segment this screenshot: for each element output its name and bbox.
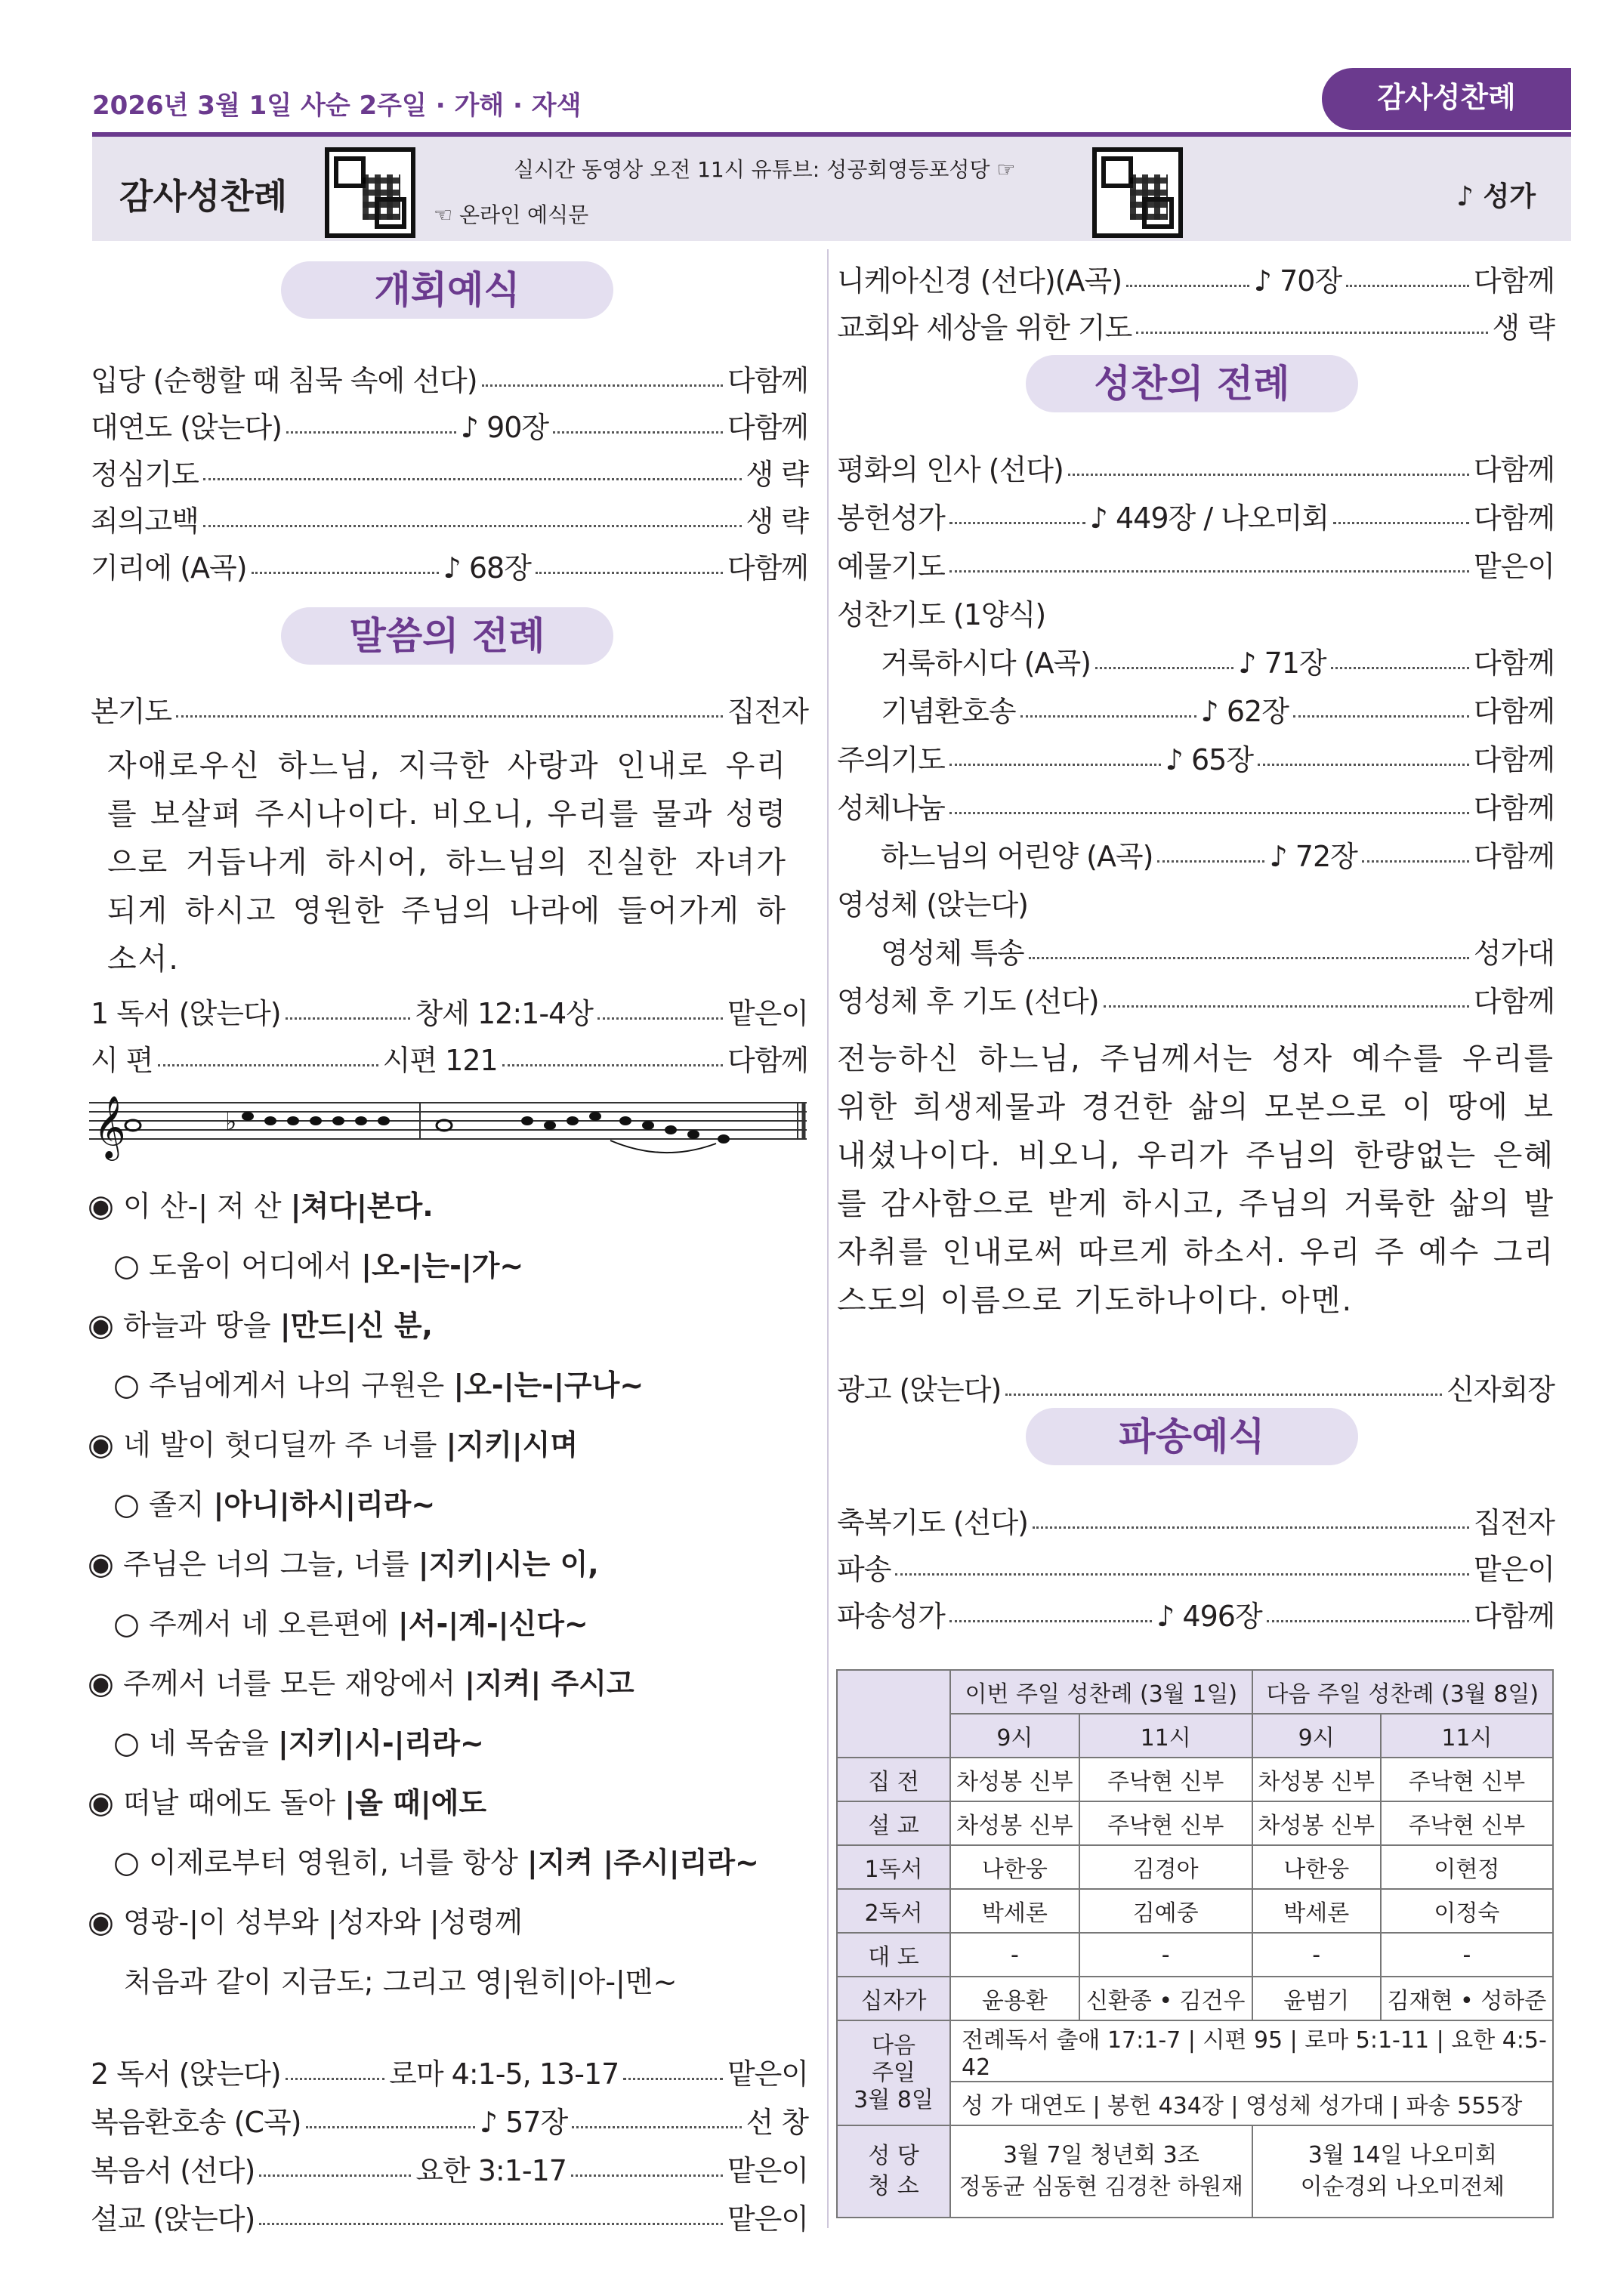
next-sunday-label: 다음 주일 3월 8일 bbox=[837, 2020, 950, 2125]
item-label: 2 독서 (앉는다) bbox=[91, 2057, 281, 2091]
item-ref: ♪ 57장 bbox=[479, 2105, 568, 2139]
item-role: 성가대 bbox=[1473, 936, 1555, 970]
item-role: 다함께 bbox=[1473, 264, 1555, 298]
verse-text: 하늘과 땅을 bbox=[123, 1309, 280, 1342]
psalm-verse bbox=[113, 1839, 759, 1881]
item-ref: ♪ 71장 bbox=[1238, 646, 1326, 680]
assignee-cell: 김예중 bbox=[1079, 1889, 1252, 1933]
post-communion-text: 전능하신 하느님, 주님께서는 성자 예수를 우리를 위한 희생제물과 경건한 삶의 모본으로 이 땅에 보내셨나이다. 비오니, 우리가 주님의 한량없는 은혜를 감사함으로 받게 하시고, 주님의 거룩한 삶의 발자취를 인내로써 따르게 하소서. 우리 주 예수 그리스도의 이름으로 기도하나이다. 아멘. bbox=[837, 1042, 1555, 1318]
order-of-service-row bbox=[837, 594, 1555, 630]
assignee-cell: 주낙현 신부 bbox=[1079, 1758, 1252, 1801]
item-role: 맡은이 bbox=[727, 2153, 808, 2187]
item-label: 시 편 bbox=[91, 1043, 153, 1077]
item-role: 다함께 bbox=[727, 410, 809, 444]
order-of-service-row bbox=[91, 2150, 808, 2186]
item-ref: 요한 3:1-17 bbox=[415, 2153, 567, 2187]
role-label: 십자가 bbox=[837, 1977, 950, 2020]
item-label: 하느님의 어린양 (A곡) bbox=[881, 839, 1153, 873]
item-role: 맡은이 bbox=[727, 2202, 808, 2236]
order-of-service-row bbox=[837, 884, 1555, 920]
order-of-service-row bbox=[91, 2198, 808, 2234]
verse-chant-text: |지켜| 주시고 bbox=[465, 1667, 634, 1700]
verse-marker-icon: ◉ bbox=[88, 1547, 114, 1582]
assignee-cell: - bbox=[1381, 1933, 1553, 1977]
verse-text: 이 산-| 저 산 bbox=[123, 1190, 291, 1223]
svg-text:♭: ♭ bbox=[225, 1107, 237, 1136]
band-title: 감사성찬례 bbox=[119, 176, 288, 217]
psalm-verse bbox=[88, 1421, 578, 1463]
qr-code-icon[interactable] bbox=[325, 147, 415, 238]
schedule-row bbox=[837, 1758, 1553, 1801]
verse-marker-icon: ◉ bbox=[88, 1189, 114, 1224]
item-label: 성체나눔 bbox=[837, 791, 945, 825]
schedule-row bbox=[837, 1889, 1553, 1933]
cleaning-group-2: 3월 14일 나오미회 이순경외 나오미전체 bbox=[1252, 2125, 1553, 2218]
item-role: 생 략 bbox=[1492, 310, 1555, 344]
role-label: 대 도 bbox=[837, 1933, 950, 1977]
item-role: 다함께 bbox=[1473, 791, 1555, 825]
item-role: 다함께 bbox=[727, 363, 808, 397]
item-label: 정심기도 bbox=[91, 457, 199, 491]
assignee-cell: - bbox=[1079, 1933, 1252, 1977]
verse-chant-text: |지키|시는 이, bbox=[418, 1548, 599, 1581]
order-of-service-row bbox=[881, 690, 1555, 727]
psalm-verse bbox=[88, 1302, 433, 1344]
order-of-service-row bbox=[91, 2053, 808, 2089]
schedule-row bbox=[837, 1845, 1553, 1889]
verse-marker-icon: ◉ bbox=[88, 1428, 114, 1462]
time-cell: 11시 bbox=[1079, 1714, 1252, 1758]
psalm-chant-staff bbox=[89, 1080, 807, 1163]
item-role: 다함께 bbox=[1473, 452, 1555, 486]
dismissal-heading: 파송예식 bbox=[1026, 1408, 1358, 1465]
assignee-cell: - bbox=[950, 1933, 1079, 1977]
item-role: 맡은이 bbox=[1473, 549, 1555, 583]
item-label: 파송성가 bbox=[837, 1599, 945, 1633]
time-cell: 9시 bbox=[1252, 1714, 1381, 1758]
item-role: 맡은이 bbox=[1473, 1552, 1555, 1586]
item-ref: ♪ 90장 bbox=[460, 410, 549, 444]
verse-text: 도움이 어디에서 bbox=[149, 1249, 362, 1282]
order-of-service-row bbox=[837, 787, 1555, 823]
order-of-service-row bbox=[837, 739, 1555, 775]
svg-text:𝄞: 𝄞 bbox=[94, 1094, 126, 1158]
verse-text: 이제로부터 영원히, 너를 항상 bbox=[149, 1846, 527, 1879]
assignee-cell: - bbox=[1252, 1933, 1381, 1977]
verse-text: 영광-|이 성부와 |성자와 |성령께 bbox=[123, 1906, 523, 1939]
item-label: 복음서 (선다) bbox=[91, 2153, 255, 2187]
verse-marker-icon: ○ bbox=[113, 1368, 140, 1403]
order-of-service-row bbox=[837, 1502, 1555, 1538]
item-ref: ♪ 496장 bbox=[1156, 1599, 1262, 1633]
order-of-service-row bbox=[91, 360, 808, 396]
role-label: 1독서 bbox=[837, 1845, 950, 1889]
item-label: 주의기도 bbox=[837, 742, 945, 776]
item-role: 다함께 bbox=[1473, 501, 1555, 535]
collect-row bbox=[91, 690, 808, 727]
item-ref: ♪ 62장 bbox=[1200, 694, 1289, 728]
verse-marker-icon: ○ bbox=[113, 1607, 140, 1641]
verse-text: 졸지 bbox=[149, 1488, 214, 1521]
item-ref: 창세 12:1-4상 bbox=[415, 996, 593, 1030]
reading1-row bbox=[91, 992, 808, 1029]
order-of-service-row bbox=[837, 260, 1555, 296]
item-label: 설교 (앉는다) bbox=[91, 2202, 255, 2236]
qr-code-icon[interactable] bbox=[1092, 147, 1183, 238]
assignee-cell: 차성봉 신부 bbox=[1252, 1801, 1381, 1845]
this-week-header: 이번 주일 성찬례 (3월 1일) bbox=[950, 1670, 1252, 1714]
assignee-cell: 나한웅 bbox=[1252, 1845, 1381, 1889]
verse-text: 주님에게서 나의 구원은 bbox=[149, 1369, 454, 1402]
assignee-cell: 주낙현 신부 bbox=[1381, 1801, 1553, 1845]
item-ref: ♪ 70장 bbox=[1253, 264, 1342, 298]
item-role: 맡은이 bbox=[727, 996, 808, 1030]
schedule-row bbox=[837, 1933, 1553, 1977]
item-role: 생 략 bbox=[746, 504, 808, 538]
order-of-service-row bbox=[881, 642, 1555, 678]
item-label: 복음환호송 (C곡) bbox=[91, 2105, 301, 2139]
item-label: 평화의 인사 (선다) bbox=[837, 452, 1064, 486]
item-label: 광고 (앉는다) bbox=[837, 1372, 1002, 1406]
item-role: 다함께 bbox=[727, 1043, 808, 1077]
verse-marker-icon: ◉ bbox=[88, 1905, 114, 1940]
item-role: 다함께 bbox=[1473, 694, 1555, 728]
order-of-service-row bbox=[837, 1595, 1555, 1631]
verse-text: 주님은 너의 그늘, 너를 bbox=[123, 1548, 418, 1581]
item-role: 집전자 bbox=[727, 694, 808, 728]
role-label: 설 교 bbox=[837, 1801, 950, 1845]
item-label: 본기도 bbox=[91, 694, 172, 728]
verse-marker-icon: ○ bbox=[113, 1487, 140, 1522]
order-of-service-row bbox=[837, 307, 1555, 343]
verse-marker-icon: ◉ bbox=[88, 1308, 114, 1343]
live-stream-text: 실시간 동영상 오전 11시 유튜브: 성공회영등포성당 ☞ bbox=[514, 157, 1016, 182]
psalm-verse bbox=[88, 1183, 434, 1224]
psalm-verse bbox=[88, 1660, 634, 1702]
verse-marker-icon: ◉ bbox=[88, 1666, 114, 1701]
item-label: 성찬기도 (1양식) bbox=[837, 597, 1046, 631]
order-of-service-row bbox=[837, 980, 1555, 1017]
verse-text: 처음과 같이 지금도; 그리고 영|원히|아-|멘~ bbox=[124, 1965, 678, 1999]
assignee-cell: 이현정 bbox=[1381, 1845, 1553, 1889]
order-of-service-row bbox=[837, 449, 1555, 485]
assignee-cell: 신환종 • 김건우 bbox=[1079, 1977, 1252, 2020]
notice-row bbox=[837, 1369, 1555, 1405]
order-of-service-row bbox=[837, 1548, 1555, 1585]
verse-text: 주께서 너를 모든 재앙에서 bbox=[123, 1667, 465, 1700]
assignee-cell: 윤범기 bbox=[1252, 1977, 1381, 2020]
item-label: 교회와 세상을 위한 기도 bbox=[837, 310, 1132, 344]
item-role: 생 략 bbox=[746, 457, 808, 491]
psalm-verse bbox=[124, 1958, 677, 2000]
item-label: 입당 (순행할 때 침묵 속에 선다) bbox=[91, 363, 477, 397]
assignee-cell: 주낙현 신부 bbox=[1079, 1801, 1252, 1845]
verse-text: 네 목숨을 bbox=[149, 1727, 278, 1760]
item-role: 다함께 bbox=[1473, 1599, 1555, 1633]
verse-marker-icon: ○ bbox=[113, 1248, 140, 1283]
order-of-service-row bbox=[91, 500, 808, 536]
psalm-verse bbox=[113, 1362, 644, 1403]
verse-chant-text: |지켜 |주시|리라~ bbox=[526, 1846, 759, 1879]
order-of-service-row bbox=[837, 545, 1555, 582]
order-of-service-row bbox=[837, 497, 1555, 533]
psalm-verse bbox=[113, 1481, 435, 1523]
item-role: 선 창 bbox=[746, 2105, 809, 2139]
verse-chant-text: |오-|는-|구나~ bbox=[453, 1369, 644, 1402]
header-band bbox=[92, 137, 1571, 241]
assignee-cell: 김경아 bbox=[1079, 1845, 1252, 1889]
assignee-cell: 주낙현 신부 bbox=[1381, 1758, 1553, 1801]
item-ref: 로마 4:1-5, 13-17 bbox=[389, 2057, 619, 2091]
item-label: 영성체 특송 bbox=[881, 936, 1024, 970]
online-liturgy-link[interactable]: ☜ 온라인 예식문 bbox=[434, 202, 589, 227]
item-role: 다함께 bbox=[727, 551, 808, 585]
item-ref: ♪ 65장 bbox=[1165, 742, 1254, 776]
item-label: 파송 bbox=[837, 1552, 891, 1586]
eucharist-heading: 성찬의 전례 bbox=[1026, 355, 1358, 412]
item-label: 니케아신경 (선다)(A곡) bbox=[837, 264, 1122, 298]
column-divider bbox=[827, 249, 829, 2228]
verse-chant-text: |지키|시며 bbox=[446, 1428, 579, 1461]
item-label: 축복기도 (선다) bbox=[837, 1505, 1028, 1539]
item-label: 1 독서 (앉는다) bbox=[91, 996, 281, 1030]
date-line: 2026년 3월 1일 사순 2주일 · 가해 · 자색 bbox=[92, 91, 582, 121]
item-label: 기리에 (A곡) bbox=[91, 551, 247, 585]
item-role: 집전자 bbox=[1473, 1505, 1555, 1539]
item-role: 신자회장 bbox=[1446, 1372, 1555, 1406]
next-week-header: 다음 주일 성찬례 (3월 8일) bbox=[1252, 1670, 1553, 1714]
psalm-verse bbox=[88, 1541, 599, 1582]
item-label: 봉헌성가 bbox=[837, 501, 945, 535]
psalm-row bbox=[91, 1039, 808, 1076]
verse-chant-text: |아니|하시|리라~ bbox=[213, 1488, 436, 1521]
verse-marker-icon: ◉ bbox=[88, 1786, 114, 1820]
item-label: 영성체 (앉는다) bbox=[837, 887, 1028, 921]
hymn-label: ♪ 성가 bbox=[1456, 181, 1536, 212]
schedule-row bbox=[837, 1977, 1553, 2020]
item-label: 영성체 후 기도 (선다) bbox=[837, 984, 1099, 1018]
collect-text: 자애로우신 하느님, 지극한 사랑과 인내로 우리를 보살펴 주시나이다. 비오니, 우리를 물과 성령으로 거듭나게 하시어, 하느님의 진실한 자녀가 되게 하시고 영원한 주님의 나라에 들어가게 하소서. bbox=[107, 748, 787, 977]
schedule-row bbox=[837, 1801, 1553, 1845]
cleaning-label: 성 당 청 소 bbox=[837, 2125, 950, 2218]
schedule-table bbox=[836, 1669, 1554, 2218]
assignee-cell: 차성봉 신부 bbox=[950, 1801, 1079, 1845]
role-label: 집 전 bbox=[837, 1758, 950, 1801]
order-of-service-row bbox=[881, 835, 1555, 872]
verse-marker-icon: ○ bbox=[113, 1845, 140, 1880]
verse-text: 네 발이 헛디딜까 주 너를 bbox=[123, 1428, 446, 1461]
assignee-cell: 차성봉 신부 bbox=[950, 1758, 1079, 1801]
assignee-cell: 박세론 bbox=[1252, 1889, 1381, 1933]
item-ref: ♪ 449장 / 나오미회 bbox=[1089, 501, 1329, 535]
item-role: 다함께 bbox=[1473, 984, 1555, 1018]
word-heading: 말씀의 전례 bbox=[281, 607, 613, 665]
assignee-cell: 차성봉 신부 bbox=[1252, 1758, 1381, 1801]
psalm-verse bbox=[113, 1720, 484, 1761]
item-role: 맡은이 bbox=[727, 2057, 808, 2091]
psalm-verse bbox=[113, 1242, 523, 1284]
verse-chant-text: |만드|신 분, bbox=[279, 1309, 433, 1342]
assignee-cell: 나한웅 bbox=[950, 1845, 1079, 1889]
order-of-service-row bbox=[91, 453, 808, 489]
time-cell: 11시 bbox=[1381, 1714, 1553, 1758]
next-hymns: 성 가 대연도 | 봉헌 434장 | 영성체 성가대 | 파송 555장 bbox=[950, 2082, 1553, 2125]
item-label: 대연도 (앉는다) bbox=[91, 410, 282, 444]
item-label: 거룩하시다 (A곡) bbox=[881, 646, 1091, 680]
verse-chant-text: |지키|시-|리라~ bbox=[278, 1727, 484, 1760]
assignee-cell: 박세론 bbox=[950, 1889, 1079, 1933]
item-role: 다함께 bbox=[1473, 742, 1555, 776]
opening-heading: 개회예식 bbox=[281, 261, 613, 319]
verse-chant-text: |쳐다|본다. bbox=[290, 1190, 434, 1223]
order-of-service-row bbox=[91, 406, 808, 443]
item-role: 다함께 bbox=[1473, 839, 1555, 873]
cleaning-group-1: 3월 7일 청년회 3조 정동균 심동현 김경찬 하원재 bbox=[950, 2125, 1252, 2218]
assignee-cell: 김재현 • 성하준 bbox=[1381, 1977, 1553, 2020]
verse-chant-text: |올 때|에도 bbox=[344, 1786, 487, 1819]
role-label: 2독서 bbox=[837, 1889, 950, 1933]
item-label: 기념환호송 bbox=[881, 694, 1016, 728]
item-role: 다함께 bbox=[1473, 646, 1555, 680]
verse-chant-text: |오-|는-|가~ bbox=[361, 1249, 524, 1282]
order-of-service-row bbox=[91, 2101, 808, 2137]
time-cell: 9시 bbox=[950, 1714, 1079, 1758]
item-ref: ♪ 72장 bbox=[1269, 839, 1357, 873]
verse-text: 떠날 때에도 돌아 bbox=[123, 1786, 345, 1819]
assignee-cell: 이정숙 bbox=[1381, 1889, 1553, 1933]
psalm-verse bbox=[88, 1779, 486, 1821]
order-of-service-row bbox=[881, 932, 1555, 968]
assignee-cell: 윤용환 bbox=[950, 1977, 1079, 2020]
item-label: 예물기도 bbox=[837, 549, 945, 583]
service-tab: 감사성찬례 bbox=[1322, 68, 1571, 130]
order-of-service-row bbox=[91, 547, 808, 583]
item-label: 죄의고백 bbox=[91, 504, 199, 538]
verse-text: 주께서 네 오른편에 bbox=[149, 1607, 398, 1640]
next-readings: 전례독서 출애 17:1-7 | 시편 95 | 로마 5:1-11 | 요한 4:5-42 bbox=[950, 2020, 1553, 2082]
psalm-verse bbox=[88, 1899, 523, 1940]
verse-chant-text: |서-|계-|신다~ bbox=[397, 1607, 588, 1640]
item-ref: 시편 121 bbox=[382, 1043, 498, 1077]
psalm-verse bbox=[113, 1600, 588, 1642]
item-ref: ♪ 68장 bbox=[443, 551, 531, 585]
verse-marker-icon: ○ bbox=[113, 1726, 140, 1761]
